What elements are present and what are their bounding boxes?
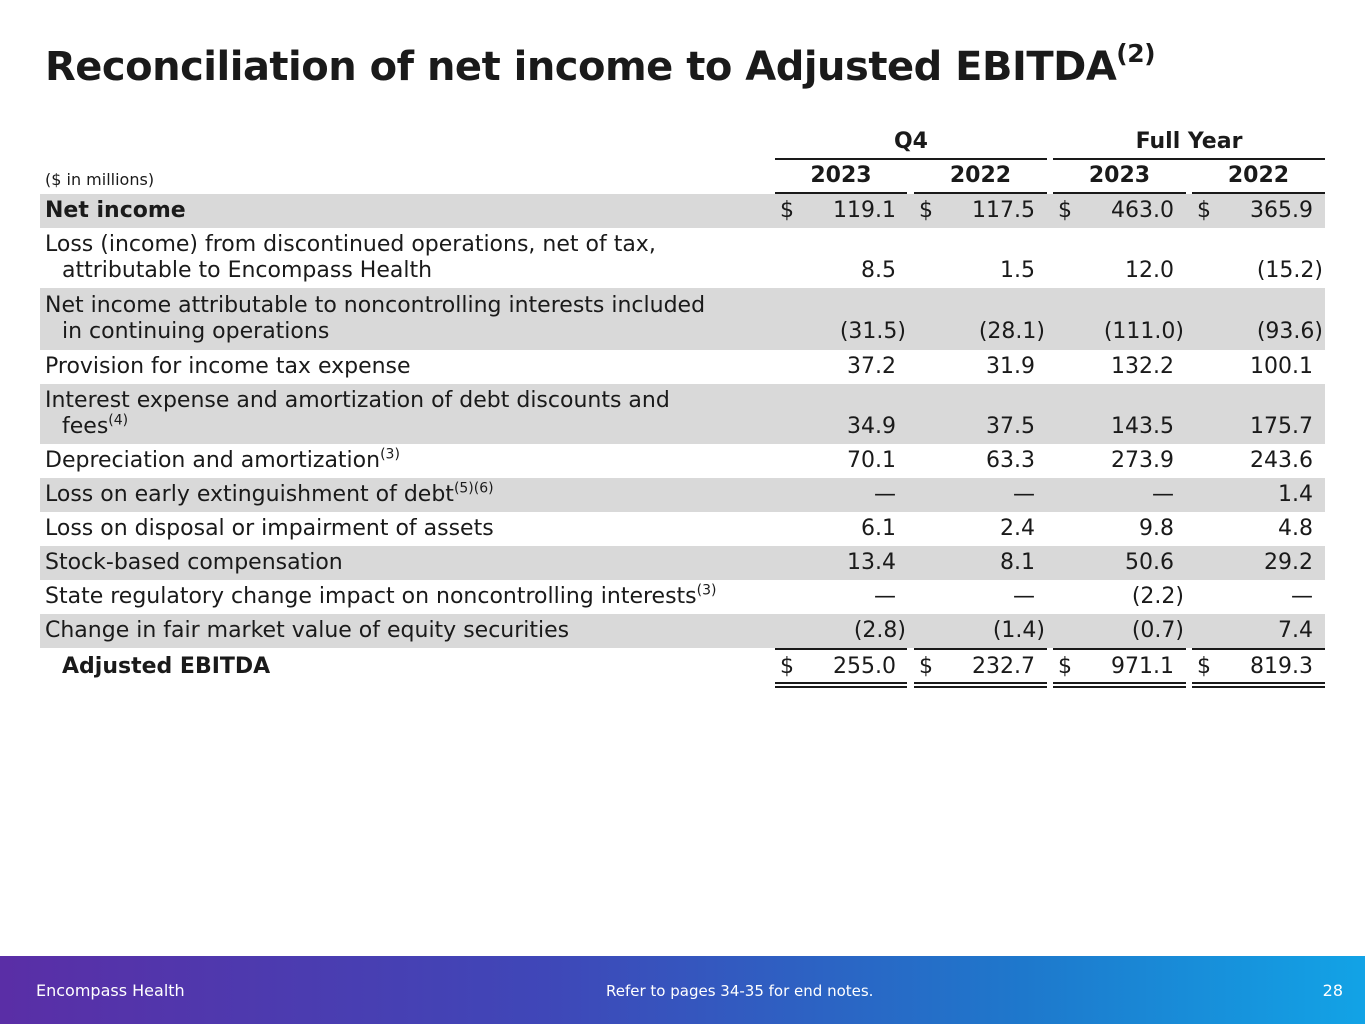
value-q4-2022: 2.4 xyxy=(1000,516,1035,541)
row-label-text: Loss on early extinguishment of debt xyxy=(45,482,454,507)
value-q4-2022: — xyxy=(1013,584,1035,609)
total-label xyxy=(62,654,270,680)
row-label xyxy=(45,482,494,508)
value-q4-2023: 37.2 xyxy=(847,354,896,379)
table-row-net-income xyxy=(40,194,1325,228)
row-label-text-2: in continuing operations xyxy=(62,319,330,344)
row-label xyxy=(45,232,656,284)
row-label-text: State regulatory change impact on noncontrolling interests xyxy=(45,584,697,609)
row-label-text: Stock-based compensation xyxy=(45,550,343,575)
value-q4-2023: 70.1 xyxy=(847,448,896,473)
row-label xyxy=(45,448,400,474)
total-double-rule xyxy=(1053,682,1186,688)
header-group-full-year: Full Year xyxy=(1053,126,1325,160)
currency-symbol: $ xyxy=(1197,654,1211,679)
total-double-rule xyxy=(775,682,907,688)
value-fy-2022: 175.7 xyxy=(1250,414,1313,439)
currency-symbol: $ xyxy=(1197,198,1211,223)
row-label-text: Change in fair market value of equity securities xyxy=(45,618,570,643)
total-fy-2022: 819.3 xyxy=(1250,654,1313,679)
value-q4-2023: 34.9 xyxy=(847,414,896,439)
row-label-text-2: fees xyxy=(62,414,109,439)
value-q4-2022: (1.4) xyxy=(992,618,1045,643)
table-row-stock-compensation xyxy=(40,546,1325,580)
value-fy-2022: 365.9 xyxy=(1250,198,1313,223)
total-q4-2022: 232.7 xyxy=(972,654,1035,679)
value-q4-2022: 31.9 xyxy=(986,354,1035,379)
row-label-text: Loss on disposal or impairment of assets xyxy=(45,516,494,541)
table-row-state-regulatory xyxy=(40,580,1325,614)
value-fy-2023: 50.6 xyxy=(1125,550,1174,575)
value-q4-2022: 63.3 xyxy=(986,448,1035,473)
value-fy-2023: 463.0 xyxy=(1111,198,1174,223)
value-fy-2023: 273.9 xyxy=(1111,448,1174,473)
value-fy-2022: 100.1 xyxy=(1250,354,1313,379)
table-row-income-tax xyxy=(40,350,1325,384)
value-q4-2023: 119.1 xyxy=(833,198,896,223)
value-q4-2022: 1.5 xyxy=(1000,258,1035,283)
currency-symbol: $ xyxy=(919,654,933,679)
currency-symbol: $ xyxy=(780,654,794,679)
row-label xyxy=(45,388,670,440)
table-row-discontinued-operations xyxy=(40,228,1325,288)
footnote-marker: (4) xyxy=(108,412,129,429)
title-footnote: (2) xyxy=(1116,38,1156,68)
value-fy-2022: 4.8 xyxy=(1278,516,1313,541)
title-text: Reconciliation of net income to Adjusted EBITDA xyxy=(45,44,1117,90)
value-fy-2022: 7.4 xyxy=(1278,618,1313,643)
currency-symbol: $ xyxy=(919,198,933,223)
value-q4-2023: 13.4 xyxy=(847,550,896,575)
value-fy-2022: 243.6 xyxy=(1250,448,1313,473)
value-q4-2023: (31.5) xyxy=(839,319,906,344)
footer-bar xyxy=(0,956,1365,1024)
value-fy-2023: (2.2) xyxy=(1131,584,1184,609)
row-label-text: Net income attributable to noncontrolling interests included xyxy=(45,293,706,318)
value-fy-2023: — xyxy=(1152,482,1174,507)
header-fy-2022: 2022 xyxy=(1192,160,1325,194)
row-label-text: Loss (income) from discontinued operations, net of tax, xyxy=(45,232,656,257)
row-label-text: Provision for income tax expense xyxy=(45,354,411,379)
value-fy-2023: 132.2 xyxy=(1111,354,1174,379)
total-label-text: Adjusted EBITDA xyxy=(62,654,271,679)
currency-symbol: $ xyxy=(780,198,794,223)
row-label-text: Net income xyxy=(45,198,186,223)
page-title xyxy=(45,38,1156,90)
value-fy-2023: (0.7) xyxy=(1131,618,1184,643)
header-group-q4: Q4 xyxy=(775,126,1047,160)
footnote-marker: (3) xyxy=(696,582,717,599)
footnote-marker: (3) xyxy=(380,446,400,463)
value-fy-2022: 29.2 xyxy=(1264,550,1313,575)
value-q4-2022: 37.5 xyxy=(986,414,1035,439)
value-fy-2022: (15.2) xyxy=(1256,258,1323,283)
row-label-text: Interest expense and amortization of debt discounts and xyxy=(45,388,670,413)
total-double-rule xyxy=(1192,682,1325,688)
page-number: 28 xyxy=(1322,981,1343,1000)
value-q4-2023: — xyxy=(874,584,896,609)
footer-note: Refer to pages 34-35 for end notes. xyxy=(606,982,874,1000)
total-fy-2023: 971.1 xyxy=(1111,654,1174,679)
value-fy-2022: 1.4 xyxy=(1278,482,1313,507)
total-double-rule xyxy=(914,682,1047,688)
value-fy-2023: (111.0) xyxy=(1103,319,1184,344)
header-q4-2022: 2022 xyxy=(914,160,1047,194)
table-row-noncontrolling-interests xyxy=(40,288,1325,350)
table-row-depreciation xyxy=(40,444,1325,478)
table-row-disposal-impairment xyxy=(40,512,1325,546)
currency-symbol: $ xyxy=(1058,198,1072,223)
units-label: ($ in millions) xyxy=(45,170,155,189)
table-row-equity-securities xyxy=(40,614,1325,648)
value-fy-2023: 143.5 xyxy=(1111,414,1174,439)
row-label xyxy=(45,198,186,224)
value-fy-2022: (93.6) xyxy=(1256,319,1323,344)
footer-company: Encompass Health xyxy=(36,981,185,1000)
value-q4-2023: 8.5 xyxy=(861,258,896,283)
value-fy-2022: — xyxy=(1291,584,1313,609)
row-label xyxy=(45,550,343,576)
value-q4-2023: 6.1 xyxy=(861,516,896,541)
row-label xyxy=(45,618,569,644)
row-label-text-2: attributable to Encompass Health xyxy=(62,258,433,283)
value-q4-2022: 117.5 xyxy=(972,198,1035,223)
currency-symbol: $ xyxy=(1058,654,1072,679)
total-q4-2023: 255.0 xyxy=(833,654,896,679)
table-row-debt-extinguishment xyxy=(40,478,1325,512)
value-q4-2023: (2.8) xyxy=(853,618,906,643)
row-label xyxy=(45,354,411,380)
row-label-text: Depreciation and amortization xyxy=(45,448,381,473)
row-label xyxy=(45,293,705,345)
footnote-marker: (5)(6) xyxy=(453,480,494,497)
header-fy-2023: 2023 xyxy=(1053,160,1186,194)
value-q4-2023: — xyxy=(874,482,896,507)
value-q4-2022: (28.1) xyxy=(978,319,1045,344)
value-fy-2023: 9.8 xyxy=(1139,516,1174,541)
row-label xyxy=(45,516,494,542)
row-label xyxy=(45,584,716,610)
table-row-interest-expense xyxy=(40,384,1325,444)
value-q4-2022: 8.1 xyxy=(1000,550,1035,575)
header-q4-2023: 2023 xyxy=(775,160,907,194)
table-row-adjusted-ebitda xyxy=(40,650,1325,684)
value-fy-2023: 12.0 xyxy=(1125,258,1174,283)
value-q4-2022: — xyxy=(1013,482,1035,507)
